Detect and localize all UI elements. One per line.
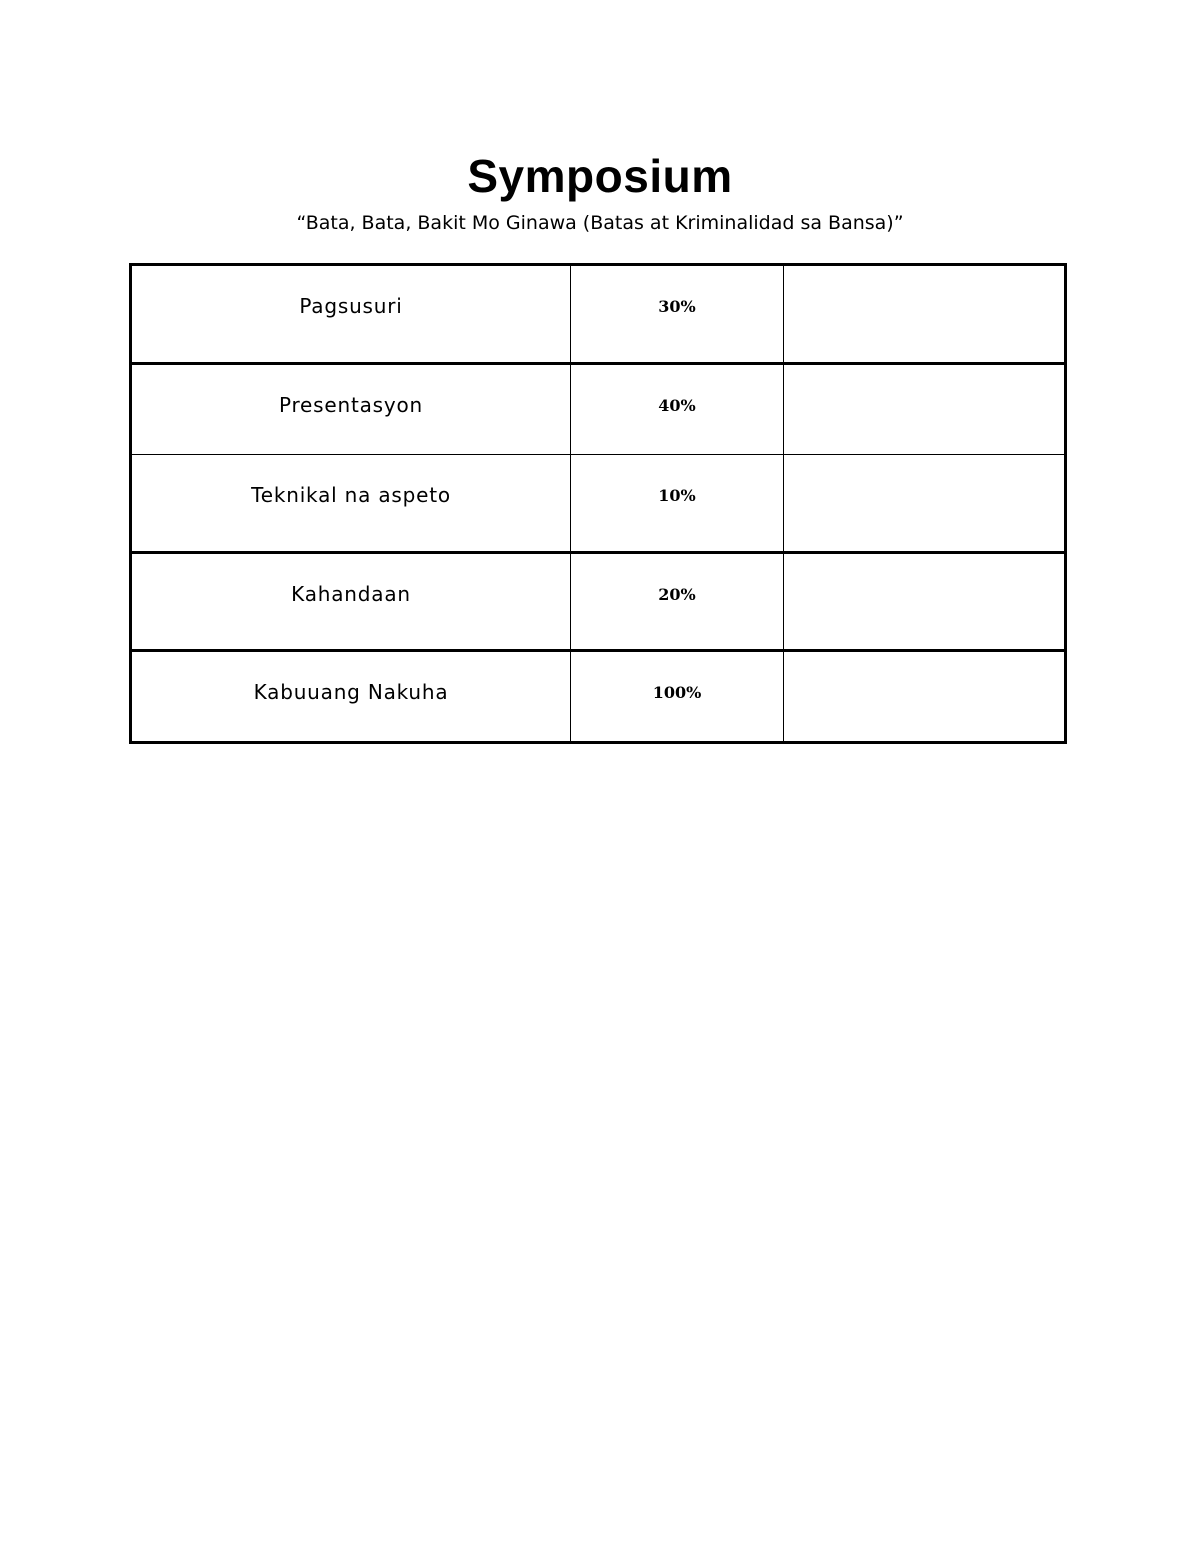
criterion-cell <box>131 651 571 743</box>
weight-cell <box>571 265 784 364</box>
criterion-label: Kahandaan <box>291 582 411 606</box>
criterion-cell <box>131 553 571 651</box>
weight-cell <box>571 364 784 455</box>
weight-value: 10% <box>658 486 696 505</box>
table-row <box>131 651 1066 743</box>
score-cell[interactable] <box>784 553 1066 651</box>
weight-cell <box>571 553 784 651</box>
weight-value: 30% <box>658 297 696 316</box>
weight-cell <box>571 455 784 553</box>
table-row <box>131 265 1066 364</box>
score-cell[interactable] <box>784 265 1066 364</box>
rubric-table <box>129 263 1067 744</box>
score-cell[interactable] <box>784 455 1066 553</box>
criterion-label: Teknikal na aspeto <box>251 483 451 507</box>
table-row <box>131 455 1066 553</box>
criterion-label: Pagsusuri <box>299 294 403 318</box>
criterion-label: Presentasyon <box>278 393 424 417</box>
criterion-label: Kabuuang Nakuha <box>253 680 449 704</box>
weight-cell <box>571 651 784 743</box>
criterion-cell <box>131 455 571 553</box>
weight-value: 40% <box>658 396 696 415</box>
table-row <box>131 364 1066 455</box>
table-row <box>131 553 1066 651</box>
criterion-cell <box>131 265 571 364</box>
page-title: Symposium <box>467 150 733 202</box>
criterion-cell <box>131 364 571 455</box>
weight-value: 20% <box>658 585 696 604</box>
score-cell[interactable] <box>784 364 1066 455</box>
page-subtitle: “Bata, Bata, Bakit Mo Ginawa (Batas at Kriminalidad sa Bansa)” <box>296 212 904 234</box>
score-cell[interactable] <box>784 651 1066 743</box>
weight-value: 100% <box>652 683 702 702</box>
